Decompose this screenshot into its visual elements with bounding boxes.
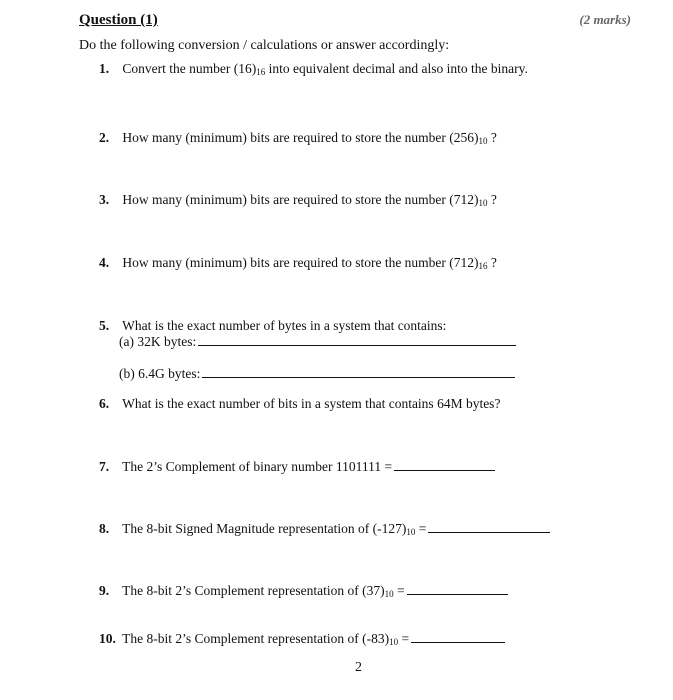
question-number: 2. (99, 130, 110, 145)
question-number: 7. (99, 459, 110, 474)
question-5-part-a (119, 333, 516, 350)
answer-blank[interactable] (394, 458, 495, 471)
question-text-end: = (393, 583, 405, 598)
question-number: 5. (99, 318, 110, 333)
question-7 (99, 458, 495, 475)
question-text: The 8-bit Signed Magnitude representation of (-127) (122, 521, 407, 536)
question-number: 3. (99, 192, 110, 207)
base-subscript: 10 (478, 198, 488, 208)
question-text-end: = (398, 631, 410, 646)
part-b-label: (b) 6.4G bytes: (119, 366, 201, 381)
question-number: 9. (99, 583, 110, 598)
answer-blank[interactable] (198, 333, 516, 346)
base-subscript: 10 (389, 637, 399, 647)
base-subscript: 10 (478, 136, 488, 146)
question-text: The 8-bit 2’s Complement representation of (-83) (122, 631, 390, 646)
answer-blank[interactable] (428, 520, 550, 533)
question-4 (99, 255, 497, 271)
answer-blank[interactable] (411, 630, 505, 643)
question-title: Question (1) (79, 12, 158, 28)
question-number: 1. (99, 61, 110, 76)
question-text-end: = (415, 521, 427, 536)
question-3 (99, 192, 497, 208)
question-text: What is the exact number of bits in a system that contains 64M bytes? (122, 396, 501, 411)
base-subscript: 16 (256, 67, 266, 77)
question-text-end: ? (487, 192, 497, 207)
question-text-end: ? (487, 130, 497, 145)
answer-blank[interactable] (407, 582, 508, 595)
page-number: 2 (355, 660, 362, 675)
question-8 (99, 520, 550, 537)
question-9 (99, 582, 508, 599)
question-number: 4. (99, 255, 110, 270)
question-text: How many (minimum) bits are required to store the number (712) (122, 255, 479, 270)
question-text: What is the exact number of bytes in a system that contains: (122, 318, 447, 333)
question-text: Convert the number (16) (122, 61, 257, 76)
question-2 (99, 130, 497, 146)
part-a-label: (a) 32K bytes: (119, 334, 197, 349)
base-subscript: 10 (384, 589, 394, 599)
question-1 (99, 61, 528, 77)
instructions: Do the following conversion / calculations or answer accordingly: (79, 38, 450, 53)
question-5 (99, 318, 446, 334)
question-text: The 8-bit 2’s Complement representation of (37) (122, 583, 385, 598)
question-number: 6. (99, 396, 110, 411)
question-6 (99, 396, 500, 412)
question-number: 10. (99, 631, 116, 646)
marks-label: (2 marks) (579, 12, 631, 27)
answer-blank[interactable] (202, 365, 515, 378)
question-text-end: into equivalent decimal and also into the binary. (265, 61, 528, 76)
question-5-part-b (119, 365, 515, 382)
question-text-end: ? (487, 255, 497, 270)
base-subscript: 10 (406, 527, 416, 537)
question-text: How many (minimum) bits are required to store the number (256) (122, 130, 479, 145)
question-text: How many (minimum) bits are required to store the number (712) (122, 192, 479, 207)
question-10 (99, 630, 505, 647)
question-text: The 2’s Complement of binary number 1101111 = (122, 459, 393, 474)
base-subscript: 16 (478, 261, 488, 271)
question-number: 8. (99, 521, 110, 536)
